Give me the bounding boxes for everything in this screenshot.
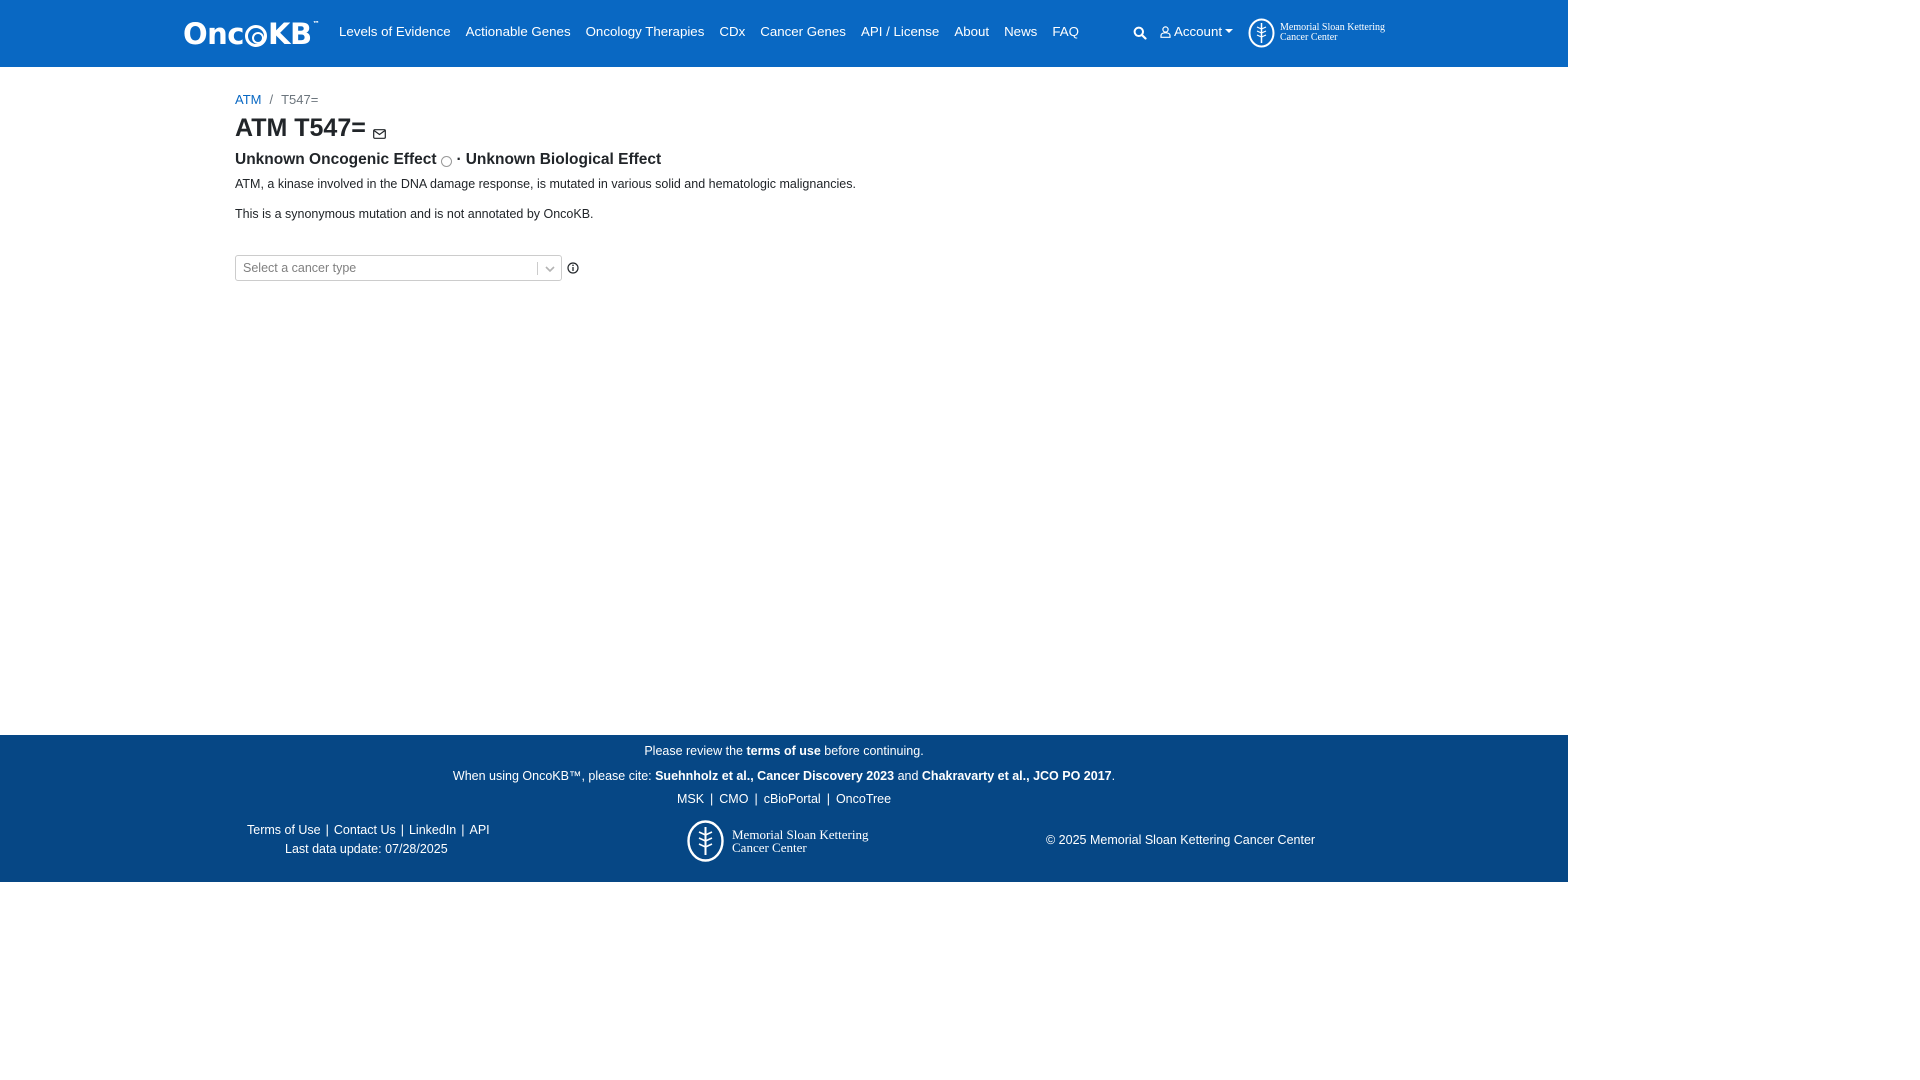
biological-effect: Unknown Biological Effect — [465, 151, 662, 168]
link-separator: | — [826, 792, 830, 806]
logo-text-part1: Onc — [183, 17, 244, 51]
effect-summary — [235, 151, 661, 169]
link-separator: | — [754, 792, 758, 806]
nav-news[interactable]: News — [1004, 24, 1038, 39]
page-title-row — [235, 114, 386, 143]
msk-footer-line1: Memorial Sloan Kettering — [732, 827, 869, 842]
msk-header-logo[interactable] — [1248, 18, 1385, 48]
user-icon — [1160, 26, 1171, 38]
account-label: Account — [1174, 24, 1223, 39]
link-linkedin[interactable]: LinkedIn — [408, 823, 457, 837]
terms-notice-pre: Please review the — [644, 744, 747, 758]
nav-faq[interactable]: FAQ — [1052, 24, 1079, 39]
search-icon[interactable] — [1133, 26, 1147, 40]
logo-target-icon — [245, 25, 267, 47]
account-dropdown[interactable] — [1160, 24, 1233, 39]
msk-footer-logo[interactable] — [687, 820, 868, 862]
breadcrumb — [235, 92, 318, 107]
msk-header-line1: Memorial Sloan Kettering — [1280, 22, 1385, 33]
link-separator: | — [710, 792, 714, 806]
copyright: © 2025 Memorial Sloan Kettering Cancer Center — [1046, 833, 1316, 847]
chevron-down-icon[interactable] — [544, 263, 556, 275]
link-cbioportal[interactable]: cBioPortal — [763, 792, 821, 806]
nav-about[interactable]: About — [954, 24, 990, 39]
terms-notice — [0, 744, 1568, 758]
msk-emblem-icon — [687, 820, 724, 862]
oncokb-logo[interactable] — [183, 18, 319, 50]
info-icon[interactable] — [567, 262, 579, 274]
citation-notice — [0, 769, 1568, 783]
footer — [0, 735, 1568, 882]
breadcrumb-alteration: T547= — [281, 92, 319, 107]
cancer-type-placeholder: Select a cancer type — [243, 261, 357, 275]
link-separator: | — [325, 823, 329, 837]
partner-links — [0, 792, 1568, 806]
variant-summary: This is a synonymous mutation and is not annotated by OncoKB. — [235, 207, 594, 221]
link-terms-of-use[interactable]: Terms of Use — [247, 823, 321, 837]
breadcrumb-separator: / — [269, 92, 274, 107]
page-title: ATM T547= — [235, 114, 366, 142]
logo-trademark: ™ — [312, 20, 320, 28]
link-separator: | — [400, 823, 404, 837]
citation-pre: When using OncoKB™, please cite: — [452, 769, 656, 783]
citation-link-1[interactable]: Suehnholz et al., Cancer Discovery 2023 — [655, 769, 895, 783]
nav-cancer-genes[interactable]: Cancer Genes — [760, 24, 846, 39]
breadcrumb-gene-link[interactable]: ATM — [235, 92, 262, 107]
link-oncotree[interactable]: OncoTree — [835, 792, 892, 806]
separator-dot: · — [456, 151, 462, 168]
select-divider — [537, 262, 538, 275]
envelope-icon[interactable] — [373, 129, 386, 139]
main-nav — [339, 24, 1094, 39]
link-cmo[interactable]: CMO — [719, 792, 749, 806]
footer-left-links — [247, 823, 490, 837]
link-separator: | — [461, 823, 465, 837]
citation-and: and — [894, 769, 922, 783]
gene-summary: ATM, a kinase involved in the DNA damage response, is mutated in various solid and hematologic malignancies. — [235, 177, 856, 191]
oncogenicity-circle-icon — [441, 156, 452, 167]
terms-notice-post: before continuing. — [820, 744, 924, 758]
citation-end: . — [1111, 769, 1116, 783]
link-contact-us[interactable]: Contact Us — [333, 823, 396, 837]
logo-text-part2: KB — [268, 17, 312, 51]
msk-footer-line2: Cancer Center — [732, 840, 807, 855]
nav-cdx[interactable]: CDx — [719, 24, 746, 39]
nav-actionable-genes[interactable]: Actionable Genes — [465, 24, 571, 39]
msk-emblem-icon — [1248, 18, 1275, 48]
citation-link-2[interactable]: Chakravarty et al., JCO PO 2017 — [921, 769, 1112, 783]
top-navbar — [0, 0, 1568, 67]
caret-down-icon — [1225, 29, 1233, 33]
nav-levels-of-evidence[interactable]: Levels of Evidence — [339, 24, 451, 39]
nav-api-license[interactable]: API / License — [860, 24, 940, 39]
oncogenic-effect: Unknown Oncogenic Effect — [235, 151, 437, 168]
cancer-type-select[interactable] — [235, 255, 562, 281]
terms-of-use-link[interactable]: terms of use — [746, 744, 821, 758]
link-api[interactable]: API — [469, 823, 490, 837]
last-data-update: Last data update: 07/28/2025 — [285, 842, 448, 856]
link-msk[interactable]: MSK — [676, 792, 705, 806]
msk-header-line2: Cancer Center — [1280, 32, 1338, 43]
nav-oncology-therapies[interactable]: Oncology Therapies — [585, 24, 705, 39]
